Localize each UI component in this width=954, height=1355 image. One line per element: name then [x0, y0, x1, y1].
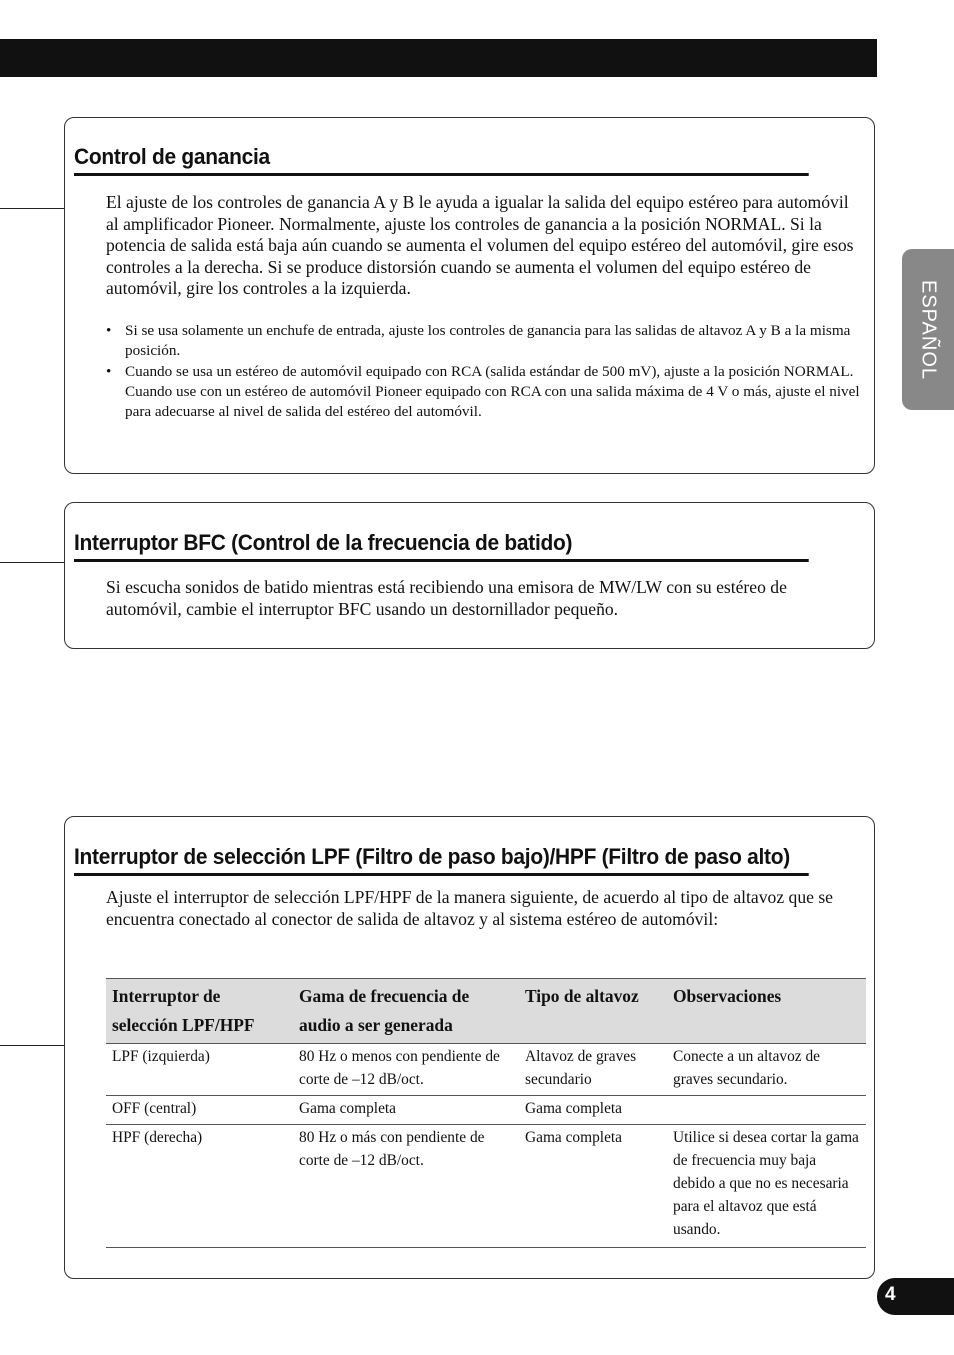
language-tab-label: ESPAÑOL [917, 279, 940, 380]
table-cell [667, 1096, 866, 1125]
table-header-cell: Tipo de altavoz [519, 979, 667, 1044]
list-item: • Si se usa solamente un enchufe de entrada, ajuste los controles de ganancia para las salidas de altavoz A y B a la misma posición. [106, 322, 851, 360]
table-cell: Utilice si desea cortar la gama de frecuencia muy baja debido a que no es necesaria para el altavoz que está usando. [667, 1125, 866, 1248]
page-number-badge [877, 1278, 954, 1315]
gain-control-title: Control de ganancia [74, 143, 809, 176]
lpf-hpf-paragraph: Ajuste el interruptor de selección LPF/HPF de la manera siguiente, de acuerdo al tipo de altavoz que se encuentra conectado al conector de salida de altavoz y al sistema estéreo de automóvil: [106, 887, 833, 929]
table-cell: 80 Hz o menos con pendiente de corte de –12 dB/oct. [293, 1044, 519, 1096]
language-tab [902, 249, 954, 410]
table-cell: 80 Hz o más con pendiente de corte de –12 dB/oct. [293, 1125, 519, 1248]
table-header-cell: Gama de frecuencia de audio a ser generada [293, 979, 519, 1044]
table-cell: LPF (izquierda) [106, 1044, 293, 1096]
table-header-cell: Interruptor de selección LPF/HPF [106, 979, 293, 1044]
table-row [106, 1044, 866, 1096]
gain-control-section [64, 117, 875, 474]
table-cell: OFF (central) [106, 1096, 293, 1125]
table-cell: Conecte a un altavoz de graves secundario. [667, 1044, 866, 1096]
gain-control-paragraph: El ajuste de los controles de ganancia A y B le ayuda a igualar la salida del equipo estéreo para automóvil al amplificador Pioneer. Normalmente, ajuste los controles de ganancia a la posición NORMAL. Si la potencia de salida está baja aún cuando se aumenta el volumen del equipo estéreo del automóvil, gire esos controles a la derecha. Si se produce distorsión cuando se aumenta el volumen del equipo estéreo de automóvil, gire los controles a la izquierda. [106, 192, 854, 298]
table-cell: Altavoz de graves secundario [519, 1044, 667, 1096]
table-cell: Gama completa [519, 1096, 667, 1125]
page-number: 4 [885, 1284, 896, 1305]
bfc-paragraph: Si escucha sonidos de batido mientras está recibiendo una emisora de MW/LW con su estéreo de automóvil, cambie el interruptor BFC usando un destornillador pequeño. [106, 577, 787, 619]
table-row [106, 1125, 866, 1248]
bfc-title: Interruptor BFC (Control de la frecuencia de batido) [74, 529, 809, 562]
margin-rule [0, 1045, 64, 1046]
header-bar [0, 39, 877, 77]
margin-rule [0, 208, 64, 209]
lpf-hpf-title: Interruptor de selección LPF (Filtro de paso bajo)/HPF (Filtro de paso alto) [74, 843, 809, 876]
table-row [106, 1096, 866, 1125]
table-header-cell: Observaciones [667, 979, 866, 1044]
table-cell: Gama completa [519, 1125, 667, 1248]
margin-rule [0, 562, 64, 563]
table-cell: Gama completa [293, 1096, 519, 1125]
gain-control-bullets [106, 321, 864, 422]
bfc-section [64, 502, 875, 649]
table-header-row [106, 979, 866, 1044]
lpf-hpf-section [64, 816, 875, 1279]
lpf-hpf-table [106, 978, 866, 1248]
table-cell: HPF (derecha) [106, 1125, 293, 1248]
list-item: • Cuando se usa un estéreo de automóvil equipado con RCA (salida estándar de 500 mV), ajuste a la posición NORMAL. Cuando use con un estéreo de automóvil Pioneer equipado con RCA con una salida máxima de 4 V o más, ajuste el nivel para adecuarse al nivel de salida del estéreo del automóvil. [106, 362, 860, 421]
